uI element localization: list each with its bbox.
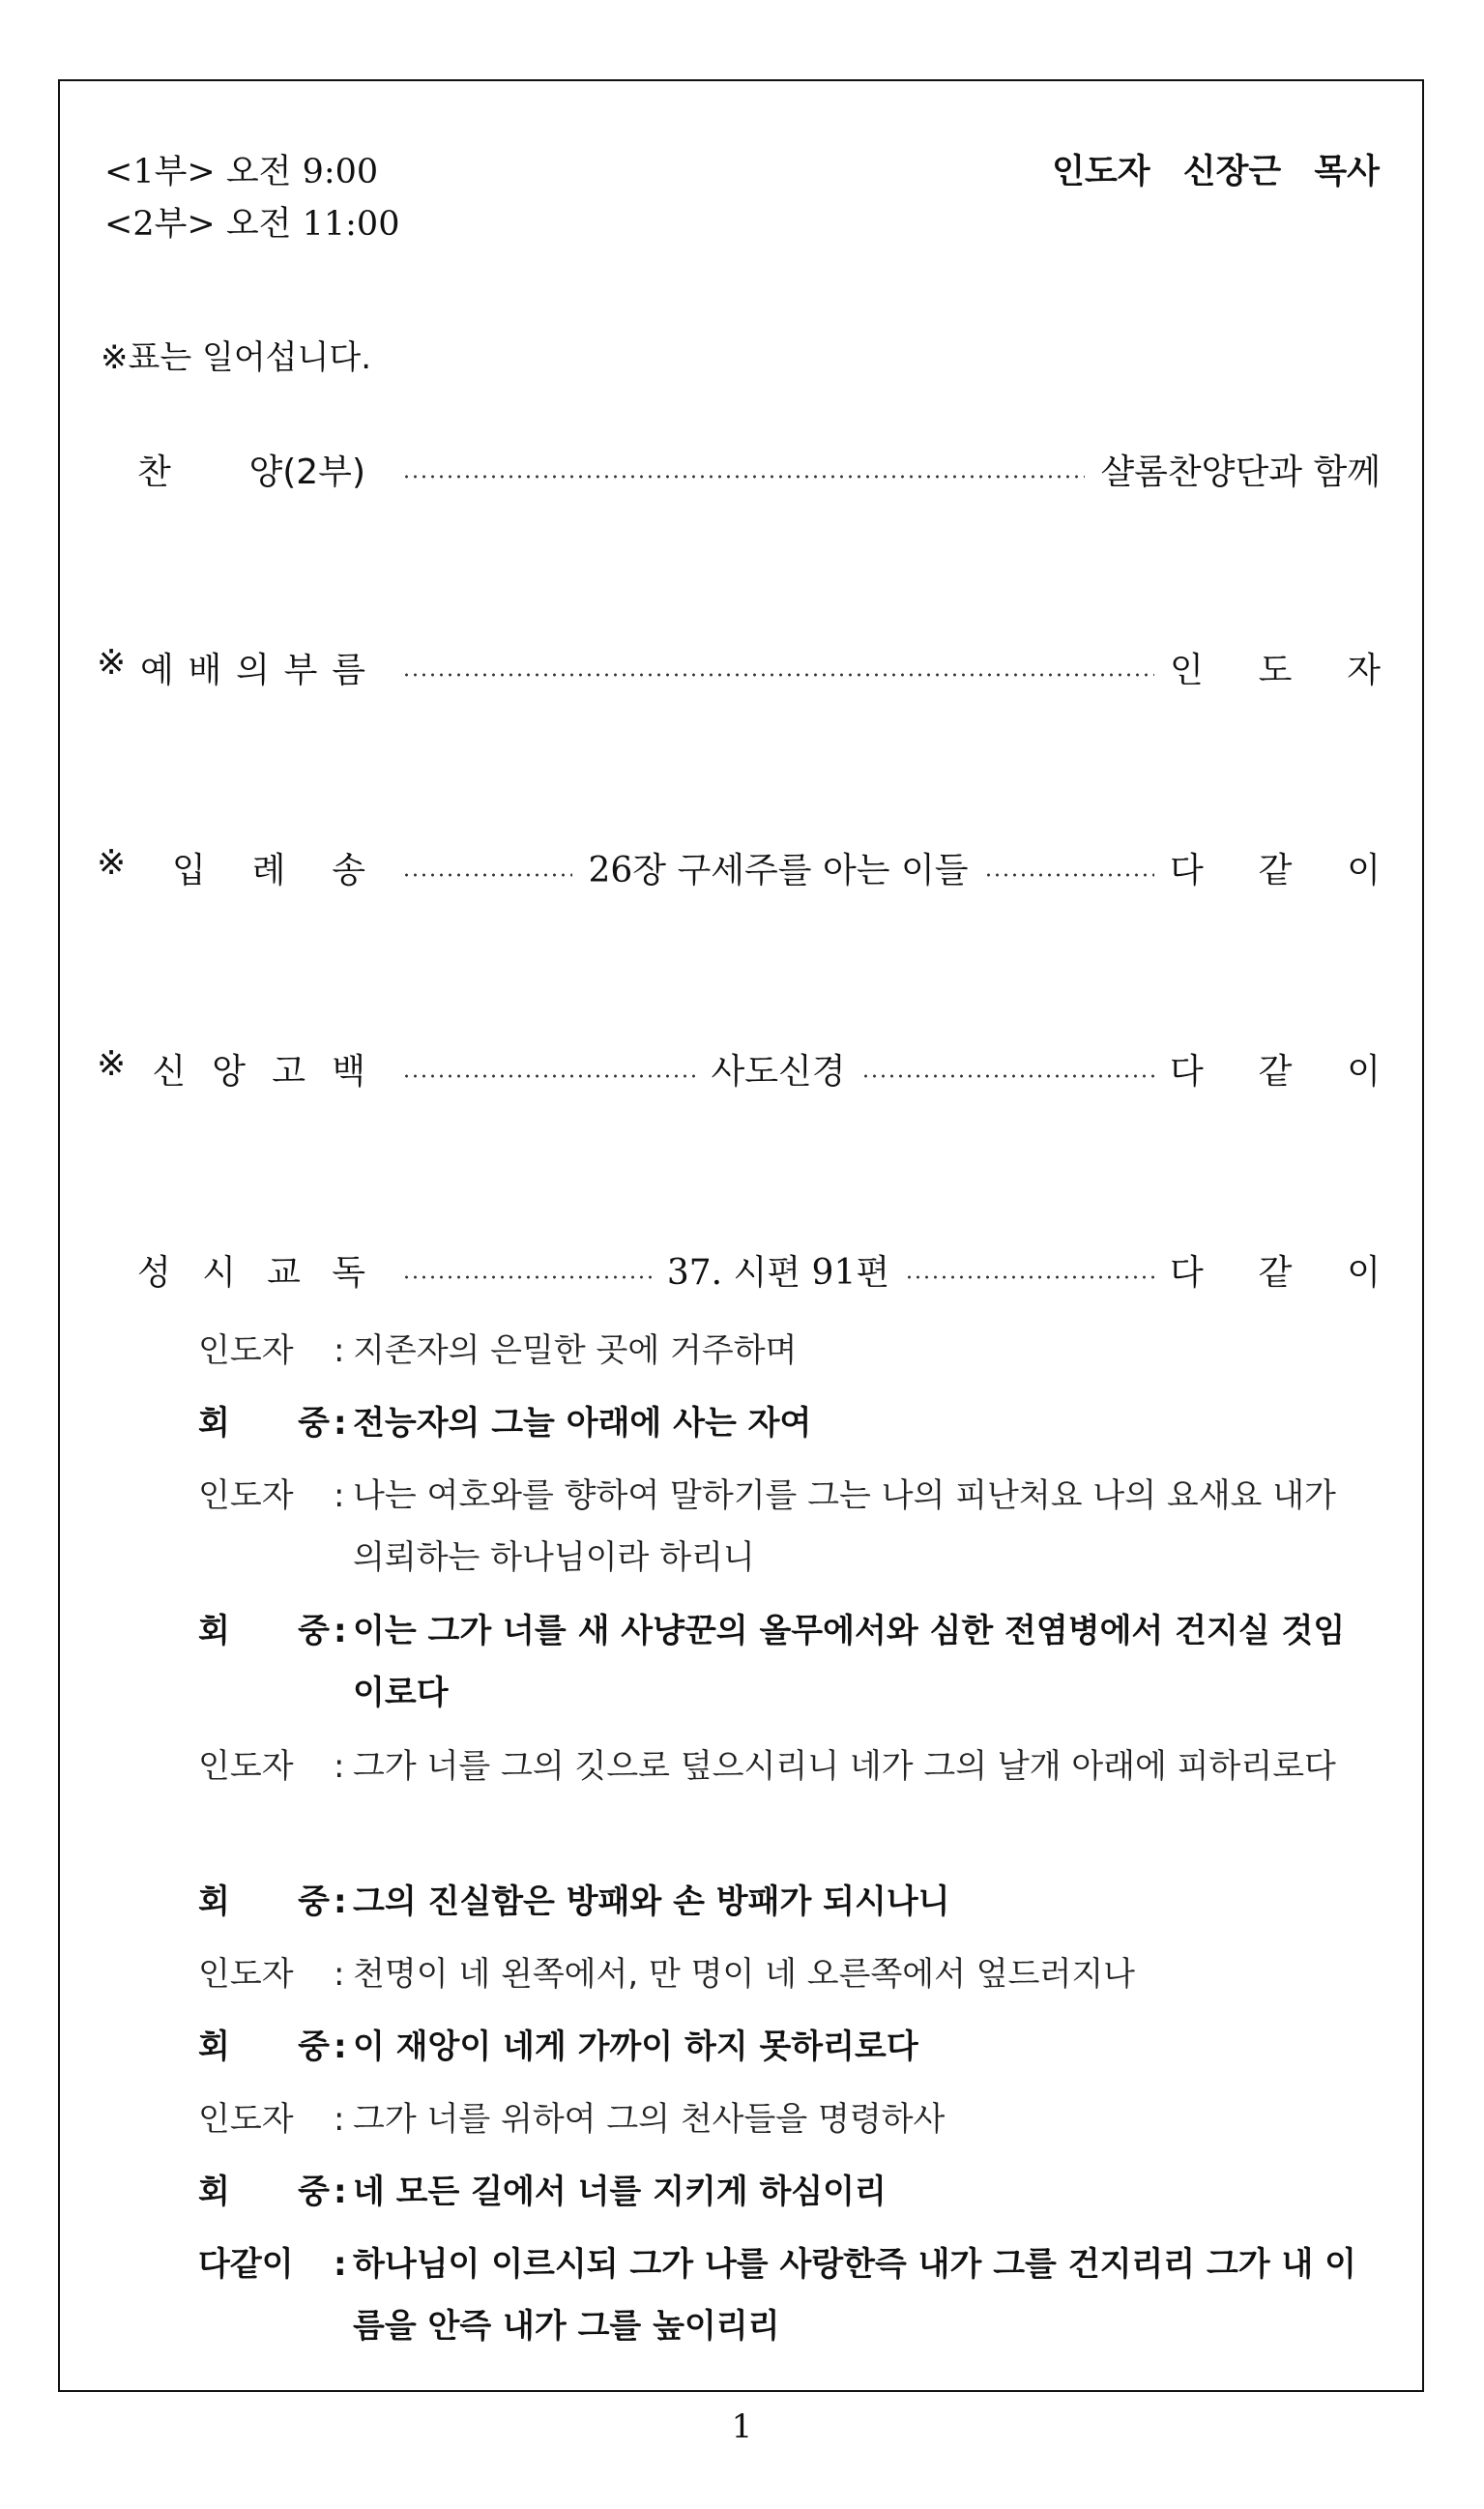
order-label-part: 앙 xyxy=(212,1051,247,1092)
order-label-part: 송 xyxy=(332,850,365,890)
participant-part: 같 xyxy=(1258,1252,1293,1293)
dot-leader xyxy=(402,1074,695,1078)
order-label-part: 백 xyxy=(332,1051,365,1092)
speaker-part: 인도자 xyxy=(198,1955,294,1994)
speaker-part: 중 xyxy=(298,1612,330,1650)
reading-text: 이는 그가 너를 새 사냥꾼의 올무에서와 심한 전염병에서 건지실 것임이로다 xyxy=(353,1612,1346,1712)
speaker-part: 인도자 xyxy=(198,1476,294,1515)
participant-part: 다 xyxy=(1170,850,1204,890)
order-item-participant xyxy=(1100,445,1381,494)
speaker-part: 중 xyxy=(298,2173,330,2211)
reading-speaker xyxy=(198,1943,334,2005)
order-label-part: 고 xyxy=(272,1051,306,1092)
speaker-colon: : xyxy=(334,2173,347,2211)
order-label-part: 예 xyxy=(139,650,174,690)
order-label-part: 교 xyxy=(267,1252,301,1293)
reading-line xyxy=(198,1736,1358,1871)
standing-mark: ※ xyxy=(97,1043,127,1084)
speaker-part: 회 xyxy=(198,1882,230,1921)
reading-speaker xyxy=(198,1465,334,1527)
order-label-part: 배 xyxy=(188,650,222,690)
participant-part: 인 xyxy=(1170,650,1204,690)
dot-leader xyxy=(861,1074,1154,1078)
participant-part: 이 xyxy=(1347,1051,1382,1092)
standing-mark: ※ xyxy=(97,642,127,683)
order-item xyxy=(97,843,1381,891)
order-item-participant xyxy=(1170,843,1381,892)
speaker-part: 중 xyxy=(298,1882,330,1921)
order-label-part: 부 xyxy=(283,650,318,690)
reading-text: 그가 너를 그의 깃으로 덮으시리니 네가 그의 날개 아래에 피하리로다 xyxy=(353,1747,1336,1786)
order-item-label xyxy=(97,643,387,692)
standing-notice: ※표는 일어섭니다. xyxy=(101,338,372,377)
reading-speaker xyxy=(198,1392,334,1454)
order-label-part: 시 xyxy=(202,1252,236,1293)
order-item-label xyxy=(97,1044,387,1094)
order-label-part: 독 xyxy=(332,1252,365,1293)
order-item-detail: 37. 시편 91편 xyxy=(666,1252,890,1293)
reading-line xyxy=(198,1465,1358,1600)
speaker-colon: : xyxy=(334,2100,345,2139)
reading-line xyxy=(198,1320,1358,1392)
speaker-colon: : xyxy=(334,1612,347,1650)
speaker-colon: : xyxy=(334,1882,347,1921)
order-item xyxy=(97,643,1381,691)
reading-text: 전능자의 그늘 아래에 사는 자여 xyxy=(353,1404,812,1443)
reading-text: 나는 여호와를 향하여 말하기를 그는 나의 피난처요 나의 요새요 내가 의뢰하는 하나님이라 하리니 xyxy=(353,1476,1336,1577)
dot-leader xyxy=(402,475,1085,479)
order-label-part: 성 xyxy=(137,1252,171,1293)
participant-part: 다 xyxy=(1170,1051,1204,1092)
reading-line xyxy=(198,2088,1358,2161)
speaker-part: 다같이 xyxy=(198,2245,294,2284)
reading-line xyxy=(198,1600,1358,1736)
order-label-part: 찬 xyxy=(137,452,171,492)
order-item xyxy=(97,1245,1381,1294)
speaker-colon: : xyxy=(334,1404,347,1443)
order-label-part: 양(2부) xyxy=(248,452,365,492)
reading-speaker xyxy=(198,1320,334,1382)
order-item xyxy=(97,445,1381,493)
reading-text: 지존자의 은밀한 곳에 거주하며 xyxy=(353,1331,798,1370)
participant-part: 다 xyxy=(1170,1252,1204,1293)
reading-speaker xyxy=(198,2016,334,2078)
reading-text: 이 재앙이 네게 가까이 하지 못하리로다 xyxy=(353,2028,918,2066)
order-label-part: 름 xyxy=(332,650,365,690)
reading-text: 천명이 네 왼쪽에서, 만 명이 네 오른쪽에서 엎드러지나 xyxy=(353,1955,1136,1994)
reading-line xyxy=(198,2161,1358,2233)
speaker-colon: : xyxy=(334,1955,345,1994)
order-item-participant xyxy=(1170,1245,1381,1295)
reading-speaker xyxy=(198,1871,334,1933)
participant-part: 이 xyxy=(1347,850,1381,890)
reading-text: 하나님이 이르시되 그가 나를 사랑한즉 내가 그를 건지리리 그가 내 이름을 안즉 내가 그를 높이리리 xyxy=(353,2245,1356,2346)
order-label-part: 입 xyxy=(172,850,206,890)
dot-leader xyxy=(984,873,1154,877)
order-label-part: 례 xyxy=(251,850,286,890)
speaker-part: 회 xyxy=(198,1612,230,1650)
speaker-part: 중 xyxy=(298,2028,330,2066)
speaker-part: 인도자 xyxy=(198,1747,294,1786)
speaker-part: 회 xyxy=(198,1404,230,1443)
worship-leader: 인도자 신장근 목사 xyxy=(1052,153,1380,191)
order-label-part: 신 xyxy=(152,1051,187,1092)
participant-part: 같 xyxy=(1258,850,1293,890)
participant-part: 도 xyxy=(1258,650,1293,690)
participant-part: 자 xyxy=(1347,650,1381,690)
order-item-participant xyxy=(1170,1044,1381,1094)
speaker-part: 회 xyxy=(198,2028,230,2066)
reading-line xyxy=(198,1871,1358,1943)
reading-speaker xyxy=(198,2233,334,2295)
participant-part: 같 xyxy=(1258,1051,1293,1092)
speaker-colon: : xyxy=(334,2028,347,2066)
order-item-participant xyxy=(1170,643,1381,692)
reading-line xyxy=(198,2016,1358,2088)
reading-speaker xyxy=(198,1600,334,1662)
reading-text: 그가 너를 위하여 그의 천사들을 명령하사 xyxy=(353,2100,946,2139)
participant-part: 샬롬찬양단과 함께 xyxy=(1100,452,1381,492)
dot-leader xyxy=(402,673,1154,677)
order-item-detail: 26장 구세주를 아는 이들 xyxy=(588,850,969,890)
session-1-time: <1부> 오전 9:00 xyxy=(104,153,379,191)
reading-speaker xyxy=(198,1736,334,1797)
speaker-colon: : xyxy=(334,1331,345,1370)
page-number: 1 xyxy=(731,2407,753,2446)
responsive-reading xyxy=(198,1320,1358,2369)
reading-speaker xyxy=(198,2161,334,2223)
order-label-part: 의 xyxy=(236,650,270,690)
speaker-colon: : xyxy=(334,1476,345,1515)
order-item-label xyxy=(97,445,387,494)
reading-speaker xyxy=(198,2088,334,2150)
speaker-part: 중 xyxy=(298,1404,330,1443)
order-item-label xyxy=(97,1245,387,1295)
reading-line xyxy=(198,1943,1358,2016)
reading-text: 그의 진실함은 방패와 손 방패가 되시나니 xyxy=(353,1882,950,1921)
order-item xyxy=(97,1044,1381,1093)
order-item-label xyxy=(97,843,387,892)
reading-text: 네 모든 길에서 너를 지키게 하심이리 xyxy=(353,2173,887,2211)
participant-part: 이 xyxy=(1347,1252,1381,1293)
dot-leader xyxy=(905,1275,1154,1279)
speaker-colon: : xyxy=(334,1747,345,1786)
speaker-part: 회 xyxy=(198,2173,230,2211)
dot-leader xyxy=(402,1275,652,1279)
standing-mark: ※ xyxy=(97,842,127,883)
speaker-part: 인도자 xyxy=(198,2100,294,2139)
order-item-detail: 사도신경 xyxy=(711,1051,846,1092)
session-2-time: <2부> 오전 11:00 xyxy=(104,205,400,244)
reading-line xyxy=(198,1392,1358,1465)
speaker-colon: : xyxy=(334,2245,347,2284)
reading-line xyxy=(198,2233,1358,2369)
speaker-part: 인도자 xyxy=(198,1331,294,1370)
dot-leader xyxy=(402,873,572,877)
